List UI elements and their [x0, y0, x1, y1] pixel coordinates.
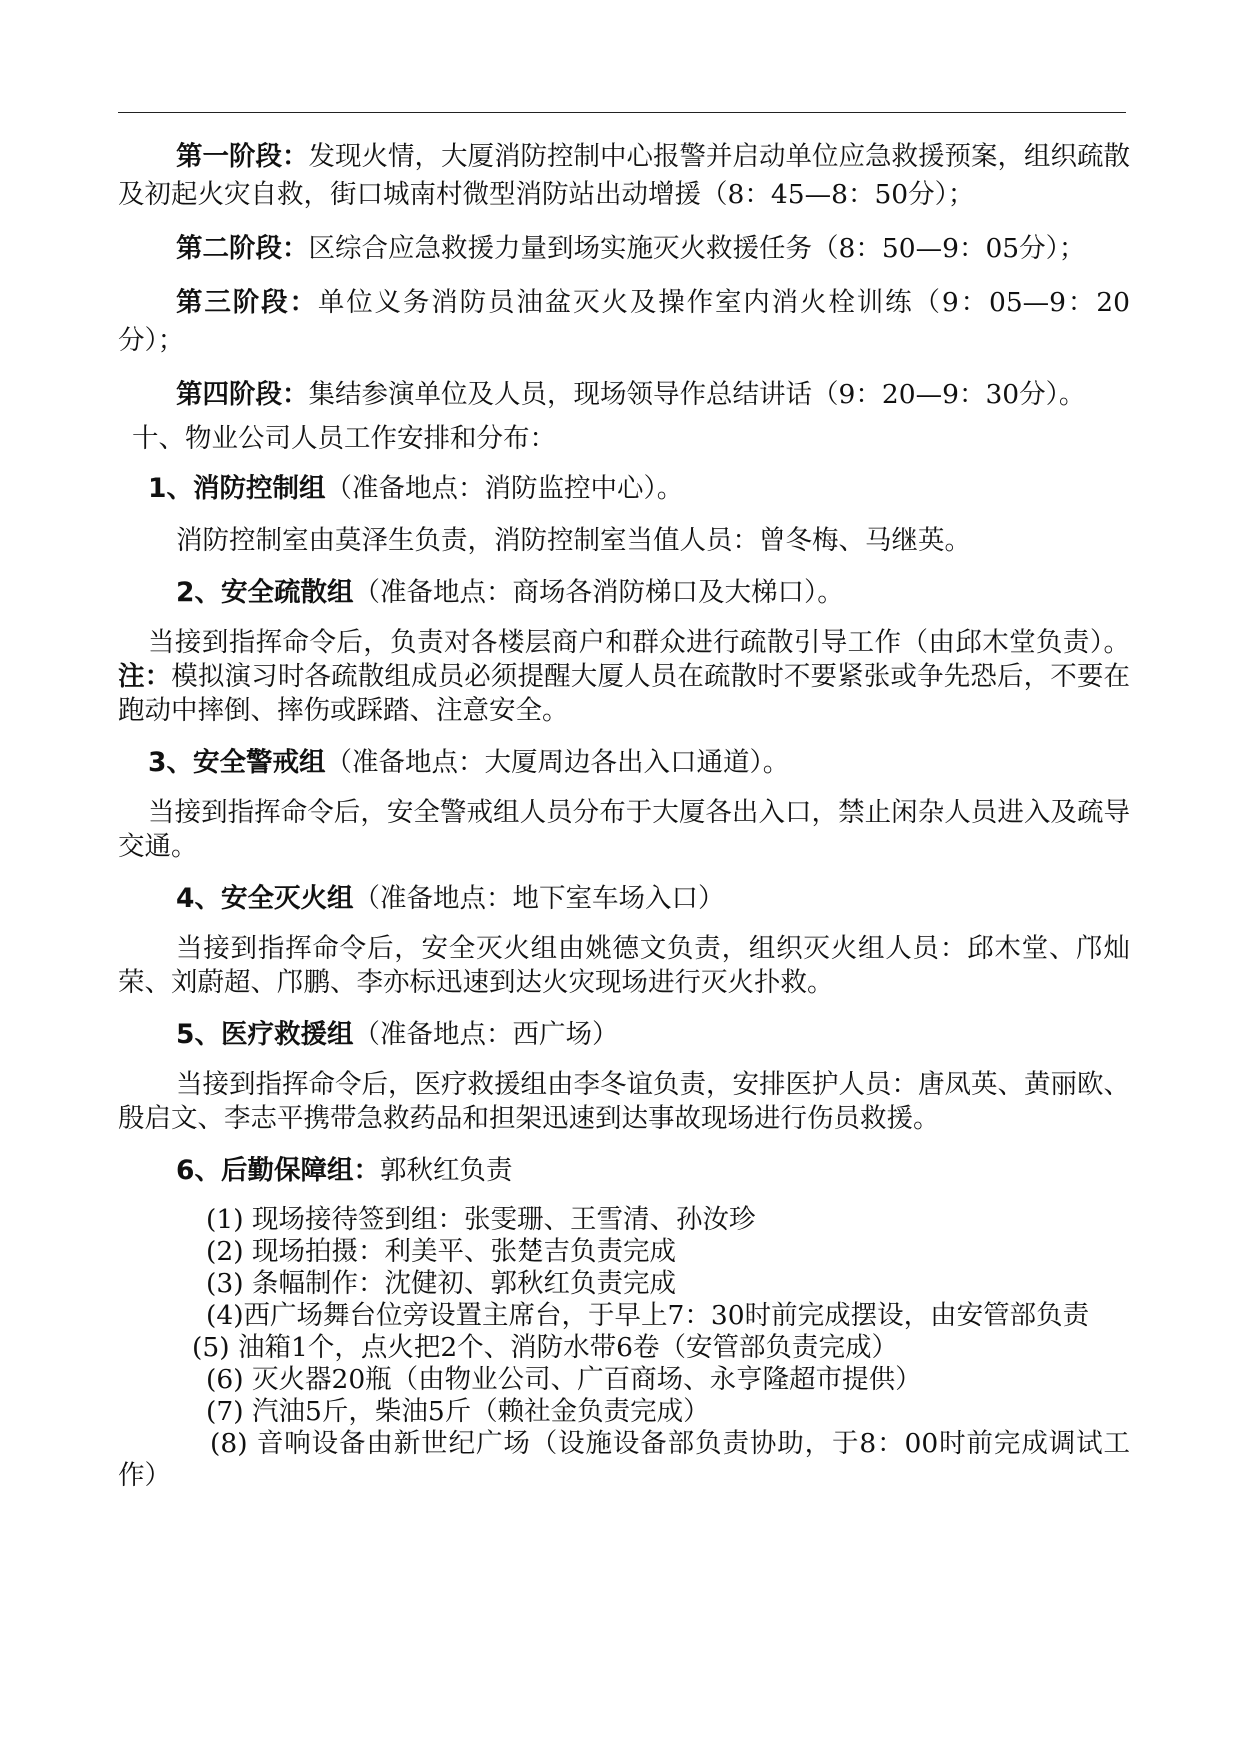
list-item: (1) 现场接待签到组：张雯珊、王雪清、孙汝珍 — [206, 1204, 756, 1235]
group-body: 当接到指挥命令后，负责对各楼层商户和群众进行疏散引导工作（由邱木堂负责）。 — [148, 627, 1130, 658]
phase-label: 第二阶段： — [176, 233, 309, 264]
group-title: 3、安全警戒组 — [148, 747, 326, 778]
logistics-list — [118, 1204, 1130, 1492]
group-4-body: 当接到指挥命令后，安全灭火组由姚德文负责，组织灭火组人员：邱木堂、邝灿荣、刘蔚超、邝鹏、李亦标迅速到达火灾现场进行灭火扑救。 — [118, 933, 1130, 998]
phase-text: 单位义务消防员油盆灭火及操作室内消火栓训练（9：05—9：20分）； — [118, 287, 1130, 356]
list-item: (7) 汽油5斤，柴油5斤（赖社金负责完成） — [206, 1396, 710, 1427]
phase-1 — [118, 138, 1130, 214]
group-3-heading — [118, 744, 1130, 782]
phase-label: 第一阶段： — [176, 141, 309, 172]
document-body — [118, 138, 1130, 1492]
group-location: （准备地点：消防监控中心）。 — [325, 473, 684, 504]
group-title: 6、后勤保障组： — [176, 1155, 380, 1186]
list-item: (4)西广场舞台位旁设置主席台，于早上7：30时前完成摆设，由安管部负责 — [206, 1300, 1090, 1331]
group-3-body: 当接到指挥命令后，安全警戒组人员分布于大厦各出入口，禁止闲杂人员进入及疏导交通。 — [118, 797, 1130, 862]
header-rule — [118, 112, 1126, 113]
phase-label: 第三阶段： — [176, 287, 318, 318]
group-4-heading — [118, 880, 1130, 918]
note-label: 注： — [118, 661, 172, 692]
group-location: （准备地点：西广场） — [353, 1019, 619, 1050]
phase-label: 第四阶段： — [176, 379, 309, 410]
list-item: (5) 油箱1个，点火把2个、消防水带6卷（安管部负责完成） — [192, 1332, 899, 1363]
group-5-heading — [118, 1016, 1130, 1054]
group-title: 2、安全疏散组 — [176, 577, 354, 608]
group-2-heading — [118, 574, 1130, 612]
list-item: (2) 现场拍摄：利美平、张楚吉负责完成 — [206, 1236, 676, 1267]
list-item: (8) 音响设备由新世纪广场（设施设备部负责协助，于8：00时前完成调试工作） — [118, 1428, 1130, 1491]
list-item: (6) 灭火器20瓶（由物业公司、广百商场、永亨隆超市提供） — [206, 1364, 922, 1395]
phase-text: 区综合应急救援力量到场实施灭火救援任务（8：50—9：05分）； — [308, 233, 1086, 264]
phase-4 — [118, 376, 1130, 414]
phase-2 — [118, 230, 1130, 268]
phase-text: 发现火情，大厦消防控制中心报警并启动单位应急救援预案，组织疏散及初起火灾自救，街口城南村微型消防站出动增援（8：45—8：50分）； — [118, 141, 1130, 210]
group-1-heading — [118, 470, 1130, 508]
group-body-note: 模拟演习时各疏散组成员必须提醒大厦人员在疏散时不要紧张或争先恐后，不要在跑动中摔倒、摔伤或踩踏、注意安全。 — [118, 661, 1131, 726]
group-location: （准备地点：地下室车场入口） — [353, 883, 725, 914]
group-2-body — [118, 626, 1130, 728]
group-location: （准备地点：大厦周边各出入口通道）。 — [325, 747, 790, 778]
list-item: (3) 条幅制作：沈健初、郭秋红负责完成 — [206, 1268, 676, 1299]
group-location: （准备地点：商场各消防梯口及大梯口）。 — [353, 577, 844, 608]
group-title: 5、医疗救援组 — [176, 1019, 354, 1050]
group-location: 郭秋红负责 — [379, 1155, 513, 1186]
phase-3 — [118, 284, 1130, 360]
group-5-body: 当接到指挥命令后，医疗救援组由李冬谊负责，安排医护人员：唐凤英、黄丽欧、殷启文、李志平携带急救药品和担架迅速到达事故现场进行伤员救援。 — [118, 1069, 1130, 1134]
group-title: 4、安全灭火组 — [176, 883, 354, 914]
section-ten-heading: 十、物业公司人员工作安排和分布： — [132, 423, 556, 454]
group-title: 1、消防控制组 — [148, 473, 326, 504]
group-1-body: 消防控制室由莫泽生负责，消防控制室当值人员：曾冬梅、马继英。 — [176, 525, 971, 556]
group-6-heading — [118, 1152, 1130, 1190]
phase-text: 集结参演单位及人员，现场领导作总结讲话（9：20—9：30分）。 — [308, 379, 1086, 410]
